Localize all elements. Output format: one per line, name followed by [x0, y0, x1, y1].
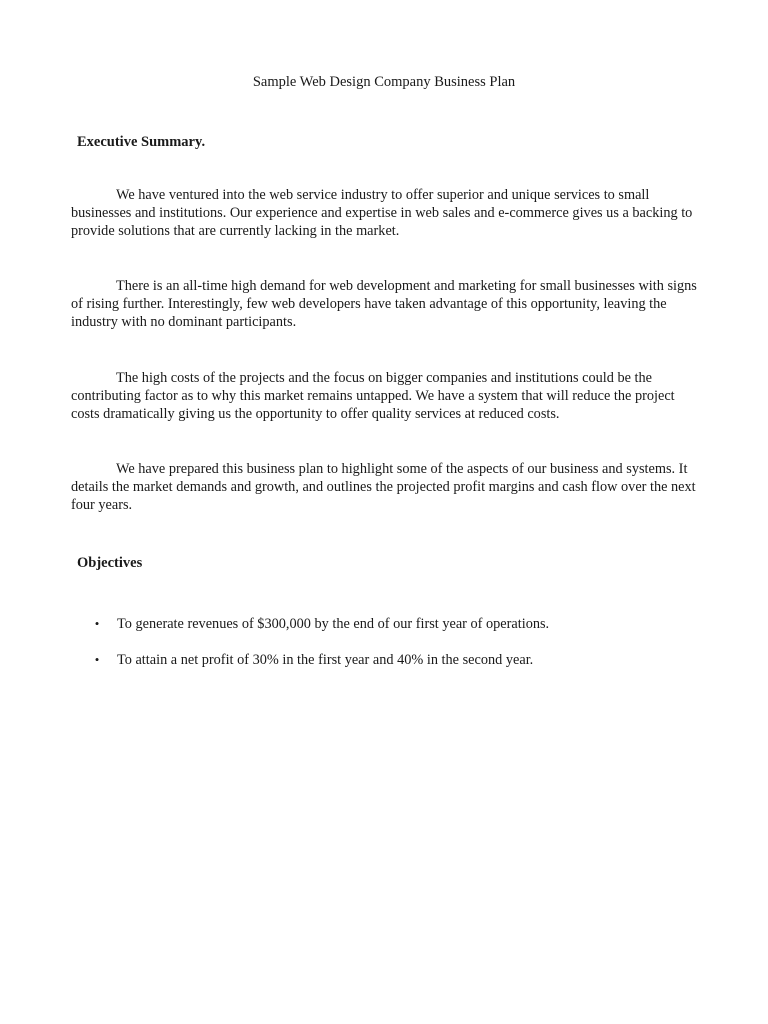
executive-summary-paragraph-4: We have prepared this business plan to highlight some of the aspects of our business and systems. It details the market demands and growth, and outlines the projected profit margins and cash flow over the next four years. [71, 461, 696, 514]
executive-summary-paragraph-1: We have ventured into the web service industry to offer superior and unique services to small businesses and institutions. Our experience and expertise in web sales and e-commerce gives us a backing to provide solutions that are currently lacking in the market. [71, 187, 693, 240]
executive-summary-heading: Executive Summary. [77, 134, 206, 150]
bullet-icon: • [94, 652, 100, 667]
document-title: Sample Web Design Company Business Plan [252, 74, 516, 90]
executive-summary-paragraph-2: There is an all-time high demand for web development and marketing for small businesses with signs of rising further. Interestingly, few web developers have taken advantage of this opportunity, leaving the industry with no dominant participants. [71, 278, 697, 331]
executive-summary-paragraph-3: The high costs of the projects and the focus on bigger companies and institutions could be the contributing factor as to why this market remains untapped. We have a system that will reduce the project costs dramatically giving us the opportunity to offer quality services at reduced costs. [71, 370, 675, 423]
objective-item-2: To attain a net profit of 30% in the first year and 40% in the second year. [117, 652, 534, 668]
objectives-heading: Objectives [77, 555, 143, 571]
objective-item-1: To generate revenues of $300,000 by the end of our first year of operations. [117, 616, 550, 632]
bullet-icon: • [94, 616, 100, 631]
